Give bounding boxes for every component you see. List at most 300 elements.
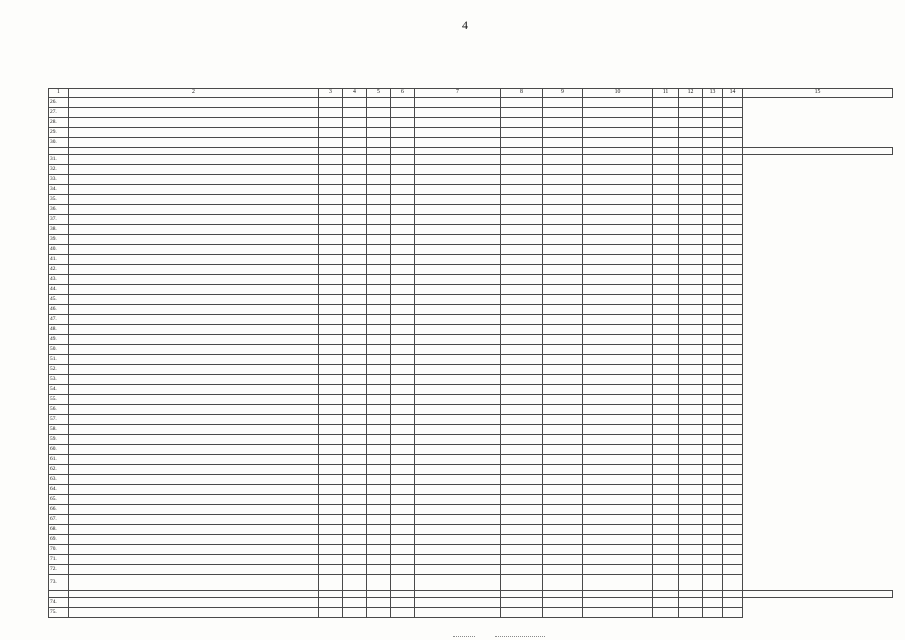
value-cell <box>415 515 501 525</box>
value-cell <box>679 425 703 435</box>
row-number-cell: 74. <box>49 598 69 608</box>
value-cell <box>583 165 653 175</box>
value-cell <box>703 425 723 435</box>
value-cell <box>703 465 723 475</box>
value-cell <box>653 415 679 425</box>
value-cell <box>703 285 723 295</box>
value-cell <box>679 395 703 405</box>
value-cell <box>653 515 679 525</box>
value-cell <box>391 225 415 235</box>
table-row <box>49 515 893 525</box>
value-cell <box>343 415 367 425</box>
table-cell <box>703 591 723 598</box>
value-cell <box>653 385 679 395</box>
value-cell <box>319 455 343 465</box>
value-cell <box>367 285 391 295</box>
value-cell <box>583 598 653 608</box>
column-number-cell: 1 <box>49 89 69 98</box>
table-row <box>49 345 893 355</box>
value-cell <box>543 598 583 608</box>
value-cell <box>391 175 415 185</box>
value-cell <box>583 315 653 325</box>
value-cell <box>679 515 703 525</box>
value-cell <box>543 225 583 235</box>
value-cell <box>703 128 723 138</box>
value-cell <box>415 155 501 165</box>
value-cell <box>653 525 679 535</box>
value-cell <box>367 425 391 435</box>
value-cell <box>703 225 723 235</box>
address-cell <box>69 185 319 195</box>
value-cell <box>415 275 501 285</box>
value-cell <box>367 565 391 575</box>
address-cell <box>69 395 319 405</box>
value-cell <box>501 465 543 475</box>
value-cell <box>501 98 543 108</box>
value-cell <box>319 235 343 245</box>
value-cell <box>583 255 653 265</box>
value-cell <box>319 495 343 505</box>
value-cell <box>703 315 723 325</box>
value-cell <box>391 345 415 355</box>
value-cell <box>415 235 501 245</box>
value-cell <box>343 365 367 375</box>
value-cell <box>319 545 343 555</box>
value-cell <box>679 405 703 415</box>
value-cell <box>343 255 367 265</box>
value-cell <box>319 185 343 195</box>
value-cell <box>653 325 679 335</box>
value-cell <box>415 165 501 175</box>
value-cell <box>583 475 653 485</box>
value-cell <box>343 98 367 108</box>
value-cell <box>543 375 583 385</box>
row-number-cell: 59. <box>49 435 69 445</box>
notes-cell <box>723 185 743 195</box>
column-number-cell: 15 <box>743 89 893 98</box>
value-cell <box>653 395 679 405</box>
value-cell <box>703 108 723 118</box>
value-cell <box>343 295 367 305</box>
value-cell <box>679 355 703 365</box>
value-cell <box>343 185 367 195</box>
address-cell <box>69 565 319 575</box>
value-cell <box>703 515 723 525</box>
value-cell <box>703 195 723 205</box>
value-cell <box>653 255 679 265</box>
value-cell <box>703 445 723 455</box>
value-cell <box>343 205 367 215</box>
value-cell <box>543 245 583 255</box>
address-cell <box>69 235 319 245</box>
notes-cell <box>723 205 743 215</box>
value-cell <box>583 98 653 108</box>
value-cell <box>501 335 543 345</box>
table-cell <box>391 148 415 155</box>
table-row <box>49 118 893 128</box>
value-cell <box>367 608 391 618</box>
column-number-cell: 11 <box>653 89 679 98</box>
value-cell <box>343 535 367 545</box>
footer-dotted-line <box>495 636 545 638</box>
value-cell <box>583 108 653 118</box>
value-cell <box>501 395 543 405</box>
notes-cell <box>723 395 743 405</box>
address-cell <box>69 525 319 535</box>
value-cell <box>367 165 391 175</box>
row-number-cell: 72. <box>49 565 69 575</box>
value-cell <box>367 138 391 148</box>
value-cell <box>653 225 679 235</box>
value-cell <box>391 305 415 315</box>
table-row <box>49 165 893 175</box>
value-cell <box>703 485 723 495</box>
value-cell <box>653 435 679 445</box>
value-cell <box>343 275 367 285</box>
value-cell <box>343 425 367 435</box>
value-cell <box>415 138 501 148</box>
value-cell <box>703 215 723 225</box>
value-cell <box>415 265 501 275</box>
value-cell <box>391 255 415 265</box>
value-cell <box>653 405 679 415</box>
value-cell <box>653 375 679 385</box>
value-cell <box>703 265 723 275</box>
value-cell <box>367 98 391 108</box>
value-cell <box>319 155 343 165</box>
row-number-cell: 48. <box>49 325 69 335</box>
value-cell <box>319 275 343 285</box>
notes-cell <box>723 285 743 295</box>
value-cell <box>543 565 583 575</box>
value-cell <box>583 515 653 525</box>
table-cell <box>501 591 543 598</box>
value-cell <box>679 598 703 608</box>
value-cell <box>501 525 543 535</box>
value-cell <box>583 305 653 315</box>
row-number-cell: 42. <box>49 265 69 275</box>
row-number-cell: 49. <box>49 335 69 345</box>
value-cell <box>501 315 543 325</box>
value-cell <box>319 485 343 495</box>
notes-cell <box>723 415 743 425</box>
value-cell <box>367 225 391 235</box>
row-number-cell: 61. <box>49 455 69 465</box>
value-cell <box>319 295 343 305</box>
value-cell <box>319 445 343 455</box>
value-cell <box>653 535 679 545</box>
table-row <box>49 395 893 405</box>
notes-cell <box>723 215 743 225</box>
row-number-cell: 69. <box>49 535 69 545</box>
column-number-cell: 14 <box>723 89 743 98</box>
row-number-cell: 39. <box>49 235 69 245</box>
column-number-cell: 4 <box>343 89 367 98</box>
value-cell <box>319 608 343 618</box>
value-cell <box>343 305 367 315</box>
table-row <box>49 365 893 375</box>
value-cell <box>501 108 543 118</box>
value-cell <box>319 505 343 515</box>
value-cell <box>543 185 583 195</box>
table-row <box>49 415 893 425</box>
value-cell <box>501 165 543 175</box>
value-cell <box>703 245 723 255</box>
value-cell <box>501 275 543 285</box>
value-cell <box>367 295 391 305</box>
value-cell <box>543 345 583 355</box>
value-cell <box>679 565 703 575</box>
value-cell <box>501 245 543 255</box>
value-cell <box>543 608 583 618</box>
value-cell <box>319 205 343 215</box>
value-cell <box>679 265 703 275</box>
notes-cell <box>723 315 743 325</box>
value-cell <box>653 495 679 505</box>
value-cell <box>583 215 653 225</box>
value-cell <box>391 608 415 618</box>
row-number-cell: 62. <box>49 465 69 475</box>
table-cell <box>723 148 743 155</box>
value-cell <box>679 275 703 285</box>
value-cell <box>415 98 501 108</box>
value-cell <box>543 265 583 275</box>
table-row <box>49 405 893 415</box>
value-cell <box>343 195 367 205</box>
value-cell <box>367 215 391 225</box>
value-cell <box>367 255 391 265</box>
value-cell <box>703 435 723 445</box>
table-row <box>49 255 893 265</box>
notes-cell <box>723 485 743 495</box>
value-cell <box>703 575 723 591</box>
value-cell <box>391 425 415 435</box>
address-cell <box>69 265 319 275</box>
value-cell <box>367 325 391 335</box>
value-cell <box>679 555 703 565</box>
row-number-cell: 55. <box>49 395 69 405</box>
value-cell <box>415 108 501 118</box>
value-cell <box>501 255 543 265</box>
value-cell <box>367 118 391 128</box>
notes-cell <box>723 325 743 335</box>
value-cell <box>319 385 343 395</box>
table-row <box>49 425 893 435</box>
value-cell <box>703 155 723 165</box>
address-cell <box>69 355 319 365</box>
value-cell <box>343 405 367 415</box>
value-cell <box>343 505 367 515</box>
address-cell <box>69 205 319 215</box>
value-cell <box>703 475 723 485</box>
value-cell <box>679 285 703 295</box>
address-cell <box>69 465 319 475</box>
notes-cell <box>723 255 743 265</box>
value-cell <box>583 395 653 405</box>
value-cell <box>703 205 723 215</box>
value-cell <box>391 355 415 365</box>
value-cell <box>391 415 415 425</box>
value-cell <box>679 375 703 385</box>
value-cell <box>703 165 723 175</box>
value-cell <box>501 385 543 395</box>
value-cell <box>367 345 391 355</box>
row-number-cell: 40. <box>49 245 69 255</box>
value-cell <box>543 455 583 465</box>
value-cell <box>343 128 367 138</box>
value-cell <box>653 355 679 365</box>
value-cell <box>583 425 653 435</box>
value-cell <box>543 365 583 375</box>
address-cell <box>69 475 319 485</box>
row-number-cell: 73. <box>49 575 69 591</box>
value-cell <box>653 175 679 185</box>
value-cell <box>679 235 703 245</box>
table-cell <box>723 591 743 598</box>
value-cell <box>415 505 501 515</box>
value-cell <box>653 465 679 475</box>
value-cell <box>703 415 723 425</box>
value-cell <box>501 505 543 515</box>
value-cell <box>653 555 679 565</box>
value-cell <box>391 165 415 175</box>
value-cell <box>653 128 679 138</box>
value-cell <box>543 315 583 325</box>
value-cell <box>415 465 501 475</box>
value-cell <box>415 608 501 618</box>
value-cell <box>679 305 703 315</box>
value-cell <box>543 195 583 205</box>
value-cell <box>501 185 543 195</box>
notes-cell <box>723 515 743 525</box>
row-number-cell: 60. <box>49 445 69 455</box>
table-cell <box>501 148 543 155</box>
table-cell <box>415 591 501 598</box>
value-cell <box>319 265 343 275</box>
value-cell <box>679 475 703 485</box>
value-cell <box>583 535 653 545</box>
value-cell <box>367 155 391 165</box>
notes-cell <box>723 128 743 138</box>
value-cell <box>501 225 543 235</box>
value-cell <box>319 165 343 175</box>
value-cell <box>543 475 583 485</box>
value-cell <box>391 315 415 325</box>
value-cell <box>367 385 391 395</box>
value-cell <box>679 155 703 165</box>
row-number-cell: 52. <box>49 365 69 375</box>
notes-cell <box>723 345 743 355</box>
value-cell <box>319 285 343 295</box>
value-cell <box>501 375 543 385</box>
row-number-cell: 37. <box>49 215 69 225</box>
value-cell <box>391 515 415 525</box>
value-cell <box>703 375 723 385</box>
address-cell <box>69 285 319 295</box>
value-cell <box>367 395 391 405</box>
table-row <box>49 285 893 295</box>
value-cell <box>319 195 343 205</box>
value-cell <box>367 355 391 365</box>
value-cell <box>343 545 367 555</box>
table-row <box>49 185 893 195</box>
value-cell <box>319 565 343 575</box>
value-cell <box>391 435 415 445</box>
table-row <box>49 108 893 118</box>
value-cell <box>583 175 653 185</box>
table-cell <box>543 148 583 155</box>
column-number-cell: 5 <box>367 89 391 98</box>
value-cell <box>391 598 415 608</box>
address-cell <box>69 118 319 128</box>
value-cell <box>391 185 415 195</box>
value-cell <box>343 495 367 505</box>
value-cell <box>543 465 583 475</box>
value-cell <box>543 385 583 395</box>
address-cell <box>69 515 319 525</box>
row-number-cell: 64. <box>49 485 69 495</box>
value-cell <box>543 285 583 295</box>
value-cell <box>543 155 583 165</box>
value-cell <box>583 355 653 365</box>
row-number-cell: 32. <box>49 165 69 175</box>
value-cell <box>319 215 343 225</box>
address-cell <box>69 255 319 265</box>
value-cell <box>653 565 679 575</box>
value-cell <box>703 325 723 335</box>
table-row <box>49 215 893 225</box>
value-cell <box>501 235 543 245</box>
value-cell <box>583 345 653 355</box>
value-cell <box>367 555 391 565</box>
value-cell <box>367 265 391 275</box>
table-row <box>49 305 893 315</box>
value-cell <box>543 555 583 565</box>
value-cell <box>367 235 391 245</box>
value-cell <box>391 275 415 285</box>
value-cell <box>501 265 543 275</box>
value-cell <box>703 405 723 415</box>
value-cell <box>367 185 391 195</box>
value-cell <box>653 365 679 375</box>
value-cell <box>543 325 583 335</box>
notes-cell <box>723 295 743 305</box>
table-gap-row <box>49 591 893 598</box>
value-cell <box>415 345 501 355</box>
row-number-cell: 68. <box>49 525 69 535</box>
table-row <box>49 525 893 535</box>
value-cell <box>501 365 543 375</box>
value-cell <box>415 485 501 495</box>
value-cell <box>343 335 367 345</box>
value-cell <box>543 435 583 445</box>
value-cell <box>583 495 653 505</box>
value-cell <box>367 335 391 345</box>
value-cell <box>415 365 501 375</box>
value-cell <box>391 455 415 465</box>
table-row <box>49 575 893 591</box>
value-cell <box>343 175 367 185</box>
value-cell <box>543 175 583 185</box>
value-cell <box>391 295 415 305</box>
table-row <box>49 355 893 365</box>
value-cell <box>653 165 679 175</box>
notes-cell <box>723 138 743 148</box>
value-cell <box>391 215 415 225</box>
value-cell <box>583 465 653 475</box>
row-number-cell: 47. <box>49 315 69 325</box>
value-cell <box>391 128 415 138</box>
